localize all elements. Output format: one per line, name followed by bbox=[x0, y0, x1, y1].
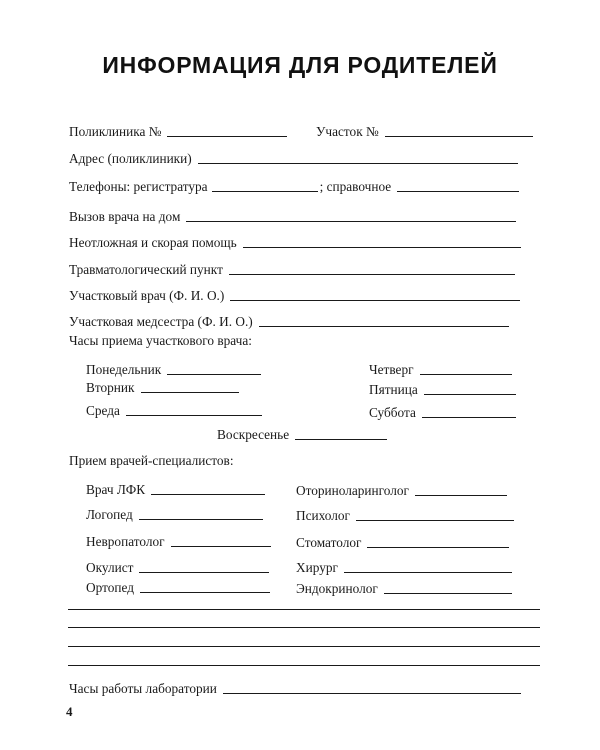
saturday-label: Суббота bbox=[369, 405, 416, 420]
specialist-label: Эндокринолог bbox=[296, 581, 378, 596]
wednesday-label: Среда bbox=[86, 403, 120, 418]
page-number: 4 bbox=[66, 704, 73, 719]
specialist-label: Врач ЛФК bbox=[86, 482, 146, 497]
tuesday-input-line[interactable] bbox=[141, 391, 239, 393]
specialist-input-line[interactable] bbox=[344, 571, 512, 573]
phones-registry-input-line[interactable] bbox=[212, 190, 318, 192]
tuesday-label: Вторник bbox=[86, 380, 135, 395]
specialist-input-line[interactable] bbox=[171, 545, 271, 547]
polyclinic-input-line[interactable] bbox=[167, 135, 287, 137]
specialist-left-1[interactable] bbox=[86, 503, 263, 523]
friday-label: Пятница bbox=[369, 382, 418, 397]
emergency-input-line[interactable] bbox=[243, 246, 521, 248]
specialist-left-2[interactable] bbox=[86, 530, 271, 550]
district-doctor-label: Участковый врач (Ф. И. О.) bbox=[69, 288, 225, 303]
phones-info-label: ; справочное bbox=[319, 179, 392, 194]
specialist-left-4[interactable] bbox=[86, 576, 270, 596]
friday-input-line[interactable] bbox=[424, 393, 516, 395]
specialist-label: Окулист bbox=[86, 560, 134, 575]
specialist-right-0[interactable] bbox=[296, 479, 507, 499]
lab-hours-field[interactable] bbox=[69, 677, 521, 697]
thursday-field[interactable] bbox=[369, 358, 512, 378]
tuesday-field[interactable] bbox=[86, 376, 239, 396]
district-doctor-input-line[interactable] bbox=[230, 299, 520, 301]
notes-line[interactable] bbox=[68, 627, 540, 628]
specialist-label: Оториноларинголог bbox=[296, 483, 409, 498]
home-call-input-line[interactable] bbox=[186, 220, 516, 222]
specialist-right-1[interactable] bbox=[296, 504, 514, 524]
specialist-label: Невропатолог bbox=[86, 534, 165, 549]
notes-line[interactable] bbox=[68, 646, 540, 647]
trauma-input-line[interactable] bbox=[229, 273, 515, 275]
specialist-input-line[interactable] bbox=[384, 592, 512, 594]
emergency-label: Неотложная и скорая помощь bbox=[69, 235, 237, 250]
monday-label: Понедельник bbox=[86, 362, 162, 377]
trauma-field[interactable] bbox=[69, 258, 515, 278]
specialist-input-line[interactable] bbox=[356, 519, 514, 521]
home-call-label: Вызов врача на дом bbox=[69, 209, 181, 224]
district-nurse-input-line[interactable] bbox=[259, 325, 509, 327]
specialist-input-line[interactable] bbox=[367, 546, 509, 548]
friday-field[interactable] bbox=[369, 378, 516, 398]
district-nurse-label: Участковая медсестра (Ф. И. О.) bbox=[69, 314, 253, 329]
specialist-label: Хирург bbox=[296, 560, 338, 575]
specialist-label: Психолог bbox=[296, 508, 350, 523]
home-call-field[interactable] bbox=[69, 205, 516, 225]
district-nurse-field[interactable] bbox=[69, 310, 509, 330]
phones-field[interactable] bbox=[69, 175, 519, 195]
address-label: Адрес (поликлиники) bbox=[69, 151, 192, 166]
sunday-input-line[interactable] bbox=[295, 438, 387, 440]
specialist-input-line[interactable] bbox=[415, 494, 507, 496]
specialist-left-3[interactable] bbox=[86, 556, 269, 576]
thursday-input-line[interactable] bbox=[420, 373, 512, 375]
polyclinic-label: Поликлиника № bbox=[69, 124, 162, 139]
lab-hours-label: Часы работы лаборатории bbox=[69, 681, 217, 696]
wednesday-field[interactable] bbox=[86, 399, 262, 419]
specialist-label: Логопед bbox=[86, 507, 133, 522]
page-title: ИНФОРМАЦИЯ ДЛЯ РОДИТЕЛЕЙ bbox=[102, 52, 498, 78]
district-input-line[interactable] bbox=[385, 135, 533, 137]
phones-registry-label: Телефоны: регистратура bbox=[69, 179, 208, 194]
specialist-right-3[interactable] bbox=[296, 556, 512, 576]
specialist-input-line[interactable] bbox=[151, 493, 265, 495]
specialists-heading: Прием врачей-специалистов: bbox=[69, 453, 234, 468]
saturday-field[interactable] bbox=[369, 401, 516, 421]
specialist-input-line[interactable] bbox=[139, 571, 269, 573]
phones-info-input-line[interactable] bbox=[397, 190, 519, 192]
polyclinic-field[interactable] bbox=[69, 120, 287, 140]
monday-input-line[interactable] bbox=[167, 373, 261, 375]
wednesday-input-line[interactable] bbox=[126, 414, 262, 416]
specialist-right-4[interactable] bbox=[296, 577, 512, 597]
specialist-input-line[interactable] bbox=[140, 591, 270, 593]
district-doctor-field[interactable] bbox=[69, 284, 520, 304]
saturday-input-line[interactable] bbox=[422, 416, 516, 418]
sunday-label: Воскресенье bbox=[217, 427, 290, 442]
district-field[interactable] bbox=[316, 120, 533, 140]
lab-hours-input-line[interactable] bbox=[223, 692, 521, 694]
emergency-field[interactable] bbox=[69, 231, 521, 251]
sunday-field[interactable] bbox=[217, 423, 387, 443]
specialist-left-0[interactable] bbox=[86, 478, 265, 498]
thursday-label: Четверг bbox=[369, 362, 414, 377]
monday-field[interactable] bbox=[86, 358, 261, 378]
specialist-right-2[interactable] bbox=[296, 531, 509, 551]
notes-line[interactable] bbox=[68, 609, 540, 610]
district-label: Участок № bbox=[316, 124, 379, 139]
trauma-label: Травматологический пункт bbox=[69, 262, 223, 277]
notes-line[interactable] bbox=[68, 665, 540, 666]
hours-heading: Часы приема участкового врача: bbox=[69, 333, 252, 348]
specialist-label: Стоматолог bbox=[296, 535, 362, 550]
address-input-line[interactable] bbox=[198, 162, 518, 164]
specialist-label: Ортопед bbox=[86, 580, 134, 595]
specialist-input-line[interactable] bbox=[139, 518, 263, 520]
address-field[interactable] bbox=[69, 147, 518, 167]
